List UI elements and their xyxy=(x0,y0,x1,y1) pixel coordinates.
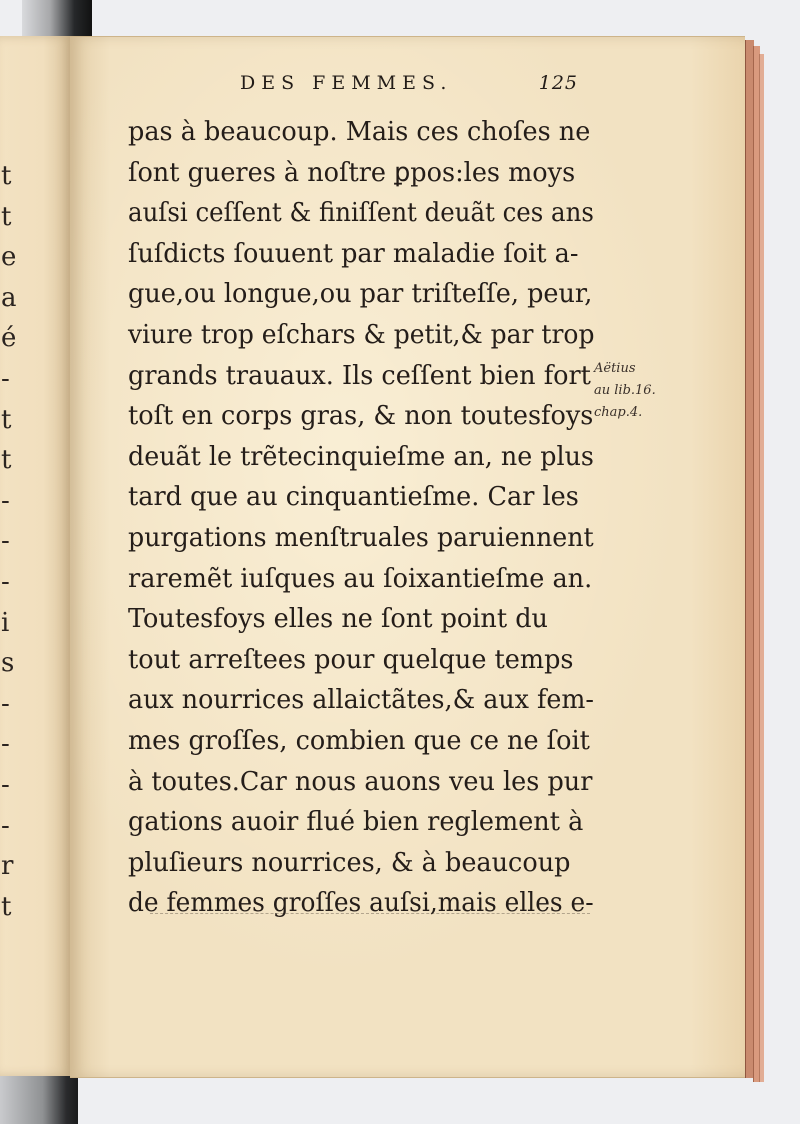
left-page-fragment: - xyxy=(1,566,10,597)
margin-note xyxy=(594,358,674,424)
left-page-fragment: e xyxy=(1,242,17,273)
left-page-fragment: - xyxy=(1,485,10,516)
text-line: raremẽt iuſques au ſoixantieſme an. xyxy=(128,563,593,594)
left-page-fragment: - xyxy=(1,688,10,719)
left-page-fragment: t xyxy=(1,404,12,435)
bottom-rule xyxy=(150,913,590,916)
left-page-fragment: - xyxy=(1,729,10,760)
book-spine-top xyxy=(22,0,92,40)
text-line: de femmes groſſes auſsi,mais elles e- xyxy=(128,888,594,919)
body-text xyxy=(128,112,603,924)
left-page-fragment: i xyxy=(1,607,10,638)
text-line: purgations menſtruales paruiennent xyxy=(128,522,594,553)
left-page xyxy=(0,36,73,1076)
text-line: gue,ou longue,ou par triſteſſe, peur, xyxy=(128,279,593,310)
left-page-fragment: - xyxy=(1,363,10,394)
left-page-fragment: r xyxy=(1,851,14,882)
text-line: toſt en corps gras, & non toutesfoys xyxy=(128,401,594,432)
left-page-fragment: t xyxy=(1,445,12,476)
text-line: mes groſſes, combien que ce ne ſoit xyxy=(128,725,590,756)
text-line: à toutes.Car nous auons veu les pur xyxy=(128,766,593,797)
text-line: tard que au cinquantieſme. Car les xyxy=(128,482,579,513)
left-page-fragment: t xyxy=(1,891,12,922)
margin-note-line: Aëtius xyxy=(594,361,636,376)
left-page-fragment: - xyxy=(1,810,10,841)
text-line: Toutesfoys elles ne ſont point du xyxy=(128,604,548,635)
left-page-fragment: s xyxy=(1,648,15,679)
margin-note-line: au lib.16. xyxy=(594,383,656,398)
text-line: grands trauaux. Ils ceſſent bien fort xyxy=(128,360,591,391)
running-head xyxy=(240,72,600,102)
left-page-fragment: t xyxy=(1,161,12,191)
left-page-fragment: - xyxy=(1,769,10,800)
text-line: deuãt le trẽtecinquieſme an, ne plus xyxy=(128,441,594,472)
text-line: pas à beaucoup. Mais ces choſes ne xyxy=(128,117,591,147)
page-number: 125 xyxy=(538,72,578,94)
text-line: auſsi ceſſent & finiſſent deuãt ces ans xyxy=(128,198,594,229)
left-page-fragment: - xyxy=(1,526,10,557)
text-line: ſuſdicts ſouuent par maladie ſoit a- xyxy=(128,238,579,269)
left-page-fragment: é xyxy=(1,323,17,354)
running-head-title: DES FEMMES. xyxy=(240,72,453,94)
text-line: ſont gueres à noſtre ꝑpos:les moys xyxy=(128,157,576,188)
text-line: viure trop eſchars & petit,& par trop xyxy=(128,319,595,350)
left-page-fragment: a xyxy=(1,282,17,313)
text-line: gations auoir flué bien reglement à xyxy=(128,807,584,838)
left-page-text-fragments xyxy=(0,156,15,927)
page-edge xyxy=(759,54,764,1082)
left-page-fragment: t xyxy=(1,201,12,232)
text-line: tout arreſtees pour quelque temps xyxy=(128,644,574,675)
text-line: aux nourrices allaictãtes,& aux fem- xyxy=(128,685,594,716)
margin-note-line: chap.4. xyxy=(594,405,643,420)
text-line: pluſieurs nourrices, & à beaucoup xyxy=(128,847,571,878)
